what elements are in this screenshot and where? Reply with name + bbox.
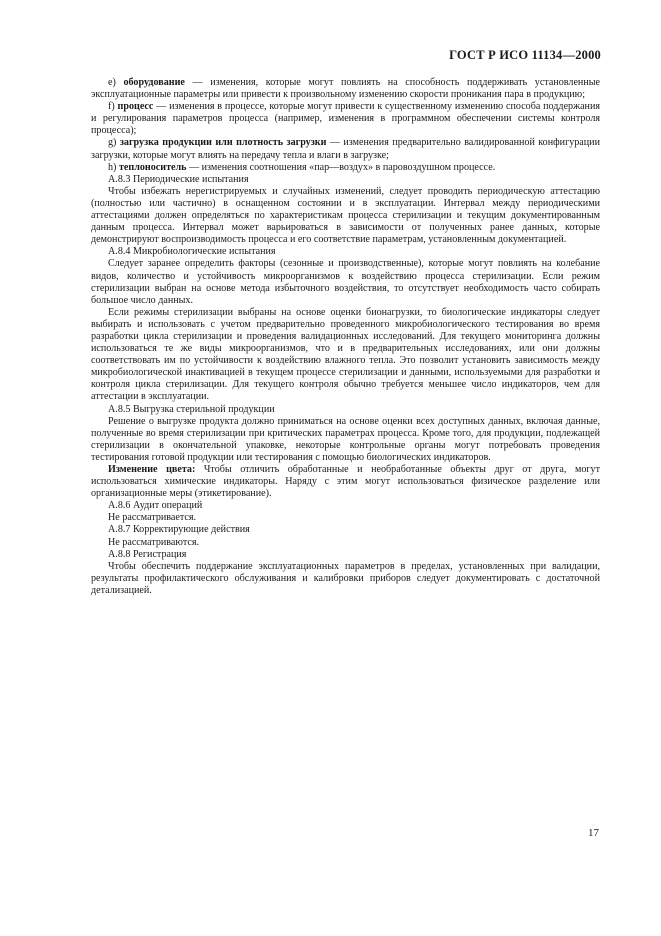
list-item-f [91,101,600,137]
section-heading-a83: А.8.3 Периодические испытания [108,173,249,185]
list-item-e [91,77,600,101]
paragraph-color-change [91,464,600,500]
document-body [91,77,600,597]
item-text: — изменения в процессе, которые могут привести к существенному изменению способа поддержания и регулирования параметров процесса (например, изменения в программном обеспечении системы контроля процесса); [91,101,600,137]
list-item-h [91,162,600,174]
list-marker: h) [108,161,117,173]
paragraph: Следует заранее определить факторы (сезонные и производственные), которые могут повлиять на колебание видов, количество и устойчивость микроорганизмов к воздействию процесса стерилизации. Если режим стерилизации выбран на основе метода избыточного воздействия, то отсутствует необходимость часто собирать большое число данных. [91,258,600,306]
paragraph: Решение о выгрузке продукта должно приниматься на основе оценки всех доступных данных, включая данные, полученные во время стерилизации при критических параметрах процесса. Кроме того, для продукции, подлежащей стерилизации в окончательной упаковке, некоторые контрольные органы могут потребовать проведения тестирования готовой продукции или тестирования с помощью биологических индикаторов. [91,415,600,463]
section-heading-a86: А.8.6 Аудит операций [108,500,203,512]
term-process: процесс [117,101,154,113]
paragraph: Не рассматривается. [108,512,197,524]
term-load: загрузка продукции или плотность загрузки [119,137,327,149]
section-heading-a88: А.8.8 Регистрация [108,548,187,560]
term-equipment: оборудование [123,77,185,88]
page-number: 17 [588,827,599,839]
standard-code: ГОСТ Р ИСО 11134—2000 [449,48,601,62]
list-marker: f) [108,101,115,113]
document-header [449,48,601,63]
item-text: — изменения предварительно валидированной конфигурации загрузки, которые могут влиять на передачу тепла и влаги в загрузке; [91,137,600,161]
paragraph-text: Чтобы отличить обработанные и необработанные объекты друг от друга, могут использоваться химические индикаторы. Наряду с этим могут использоваться физическое разделение или организационные меры (этикетирование). [91,464,600,500]
item-text: — изменения, которые могут повлиять на способность поддерживать установленные эксплуатационные параметры или привести к произвольному изменению скорости проникания пара в продукцию; [91,77,600,101]
term-color-change: Изменение цвета: [108,464,196,475]
list-marker: е) [108,77,116,88]
list-item-g [91,137,600,161]
term-heat-carrier: теплоноситель [118,161,187,173]
section-heading-a87: А.8.7 Корректирующие действия [108,524,250,536]
paragraph: Чтобы обеспечить поддержание эксплуатационных параметров в пределах, установленных при валидации, результаты профилактического обслуживания и калибровки приборов следует документировать с достаточной детализацией. [91,560,600,596]
section-heading-a84: А.8.4 Микробиологические испытания [108,246,276,258]
paragraph: Если режимы стерилизации выбраны на основе оценки бионагрузки, то биологические индикаторы следует выбирать и использовать с учетом предварительно проведенного микробиологического тестирования во время разработки цикла стерилизации и проведения валидационных исследований. Для текущего мониторинга должны использоваться те же виды микроорганизмов, что и в предварительных исследованиях, или они должны соответствовать им по устойчивости к воздействию влажного тепла. Это позволит установить зависимость между микробиологической инактивацией в текущем процессе стерилизации и данными, используемыми для разработки и контроля цикла стерилизации. Для текущего контроля обычно требуется меньшее число индикаторов, чем для аттестации в эксплуатации. [91,306,600,403]
paragraph: Чтобы избежать нерегистрируемых и случайных изменений, следует проводить периодическую аттестацию (полностью или частично) в оснащенном состоянии и в эксплуатации. Интервал между периодическими аттестациями должен определяться по характеристикам процесса стерилизации и текущим документированным данным процесса. Интервал может варьироваться в зависимости от полученных ранее данных, которые демонстрируют воспроизводимость процесса и его соответствие параметрам, установленным документацией. [91,185,600,246]
section-heading-a85: А.8.5 Выгрузка стерильной продукции [108,403,275,415]
item-text: — изменения соотношения «пар—воздух» в паровоздушном процессе. [186,161,496,173]
paragraph: Не рассматриваются. [108,536,200,548]
list-marker: g) [108,137,117,149]
